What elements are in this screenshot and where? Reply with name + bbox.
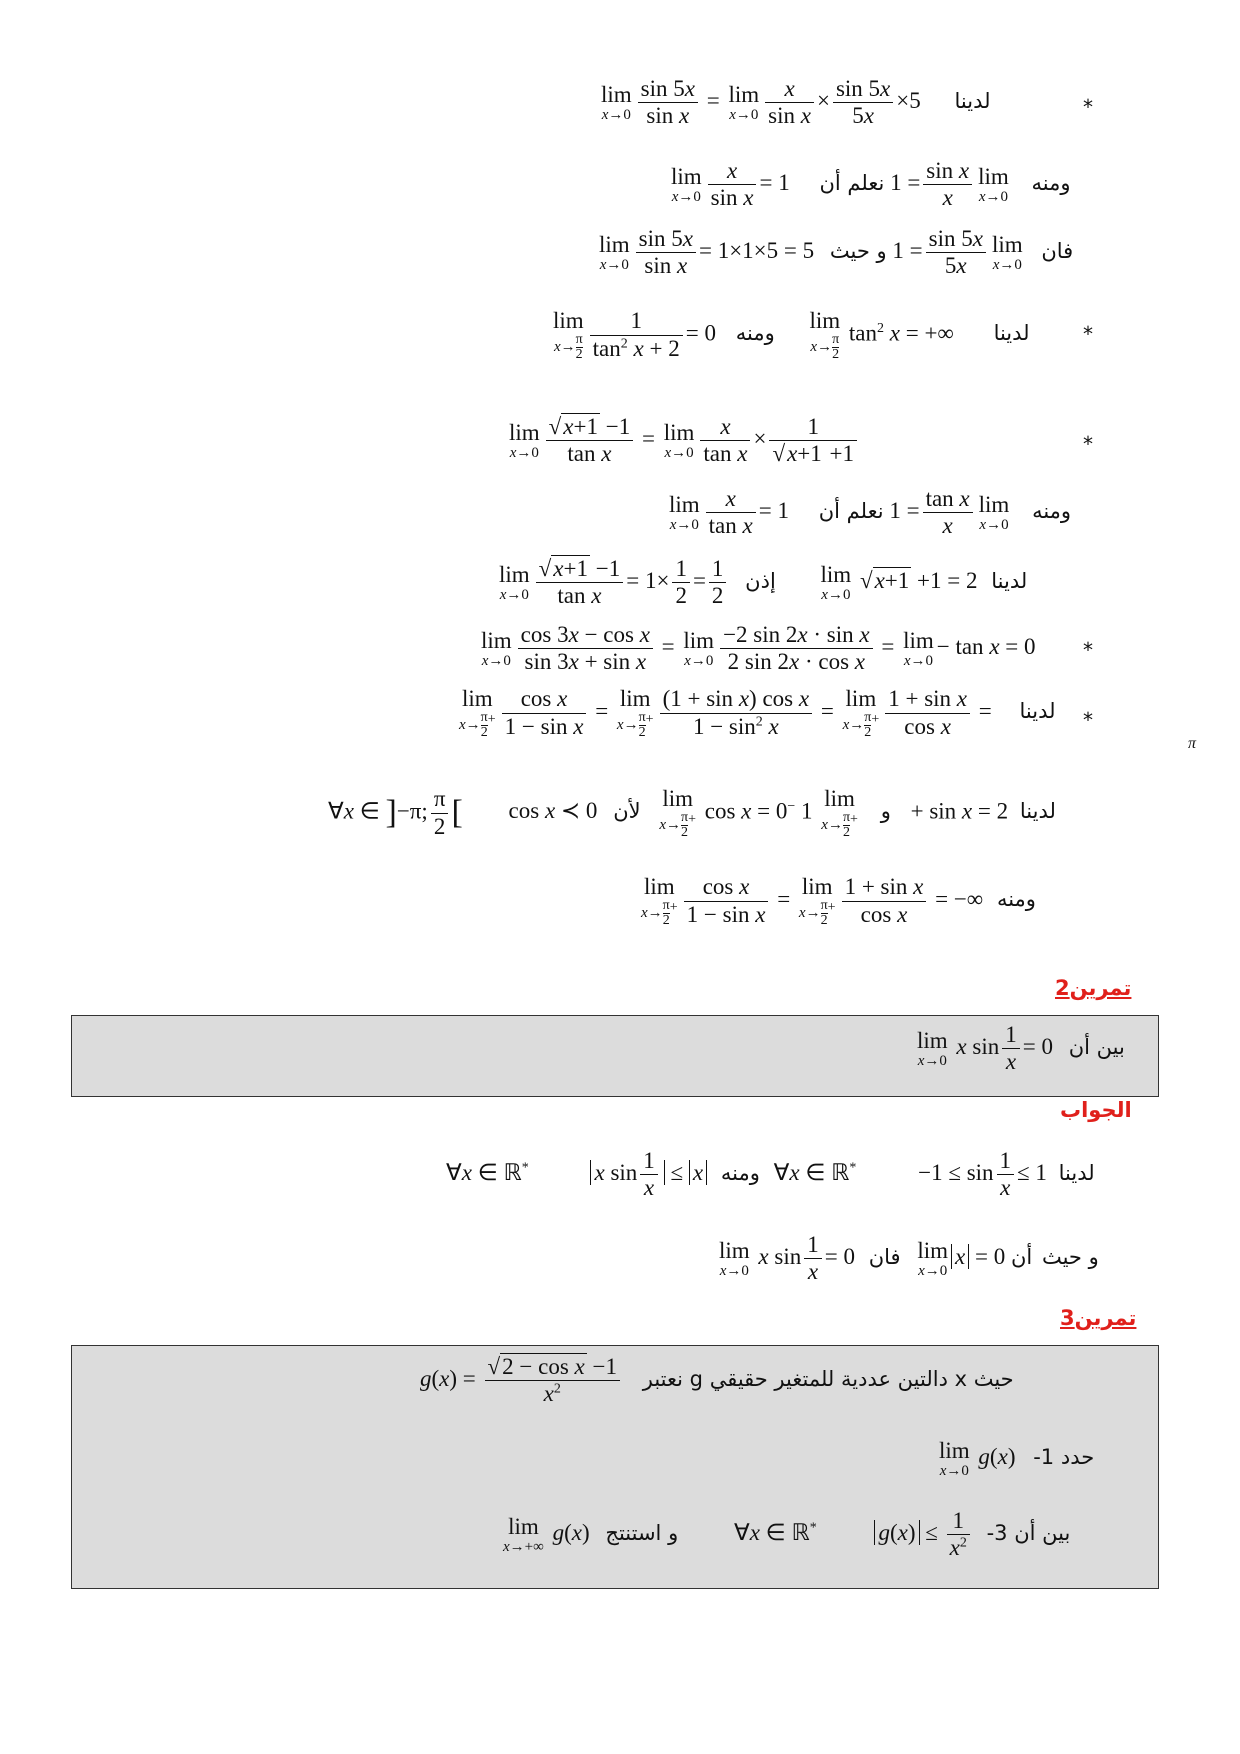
ladayna-label: لدينا [1019, 799, 1056, 824]
wa-haythu-label: و حيث [1041, 1245, 1099, 1270]
fa-inna-label: فان [1041, 239, 1074, 264]
equation-line: lim x→0 $\frac{\sin 5x}{\text{sin x}}$ = 1×1×5 = 5 فان lim x→0 $\frac{\sin 5x}{5x}$ = 1 و حيث [599, 226, 1074, 279]
ladayna-label: لدينا [993, 321, 1030, 346]
ladayna-label: لدينا [991, 569, 1028, 594]
exercise3-heading: تمرين3 [1060, 1306, 1137, 1330]
ladayna-label: لدينا [954, 89, 991, 114]
equation-line: lim x→0 $\frac{√x+1 -1}{\text{tan x}}$ = lim x→0 $\frac{x}{\text{tan x}}$ × $\frac{1}{√x+1 +1}$ [506, 414, 860, 468]
exercise2-heading: تمرين2 [1055, 976, 1132, 1000]
equation-line: lim x→0 $\frac{\text{cos 3x − cos x}}{\text{sin 3x + sin x}}$ = lim x→0 $\frac{\text{−2 sin 2x · sin x}}{\text{2 sin 2x · cos x}}$ = lim x→0 − tan x = 0 [481, 622, 1036, 675]
wa-minhu-label: ومنه [735, 321, 775, 346]
exercise3-box [71, 1345, 1159, 1589]
exercise2-statement: lim x→0 x sin $\frac{1}{x}$ = 0 بين أن [917, 1022, 1125, 1075]
q1-label: -1 حدد [1033, 1445, 1095, 1470]
equation-line: ∀x ∈ ]−π; $\frac{\pi}{2}$ [ cos x ≺ 0 لأن lim x→ $\frac{\pi}{2}$ + cos x = 0− و lim x→ $\frac{\pi}{2}$ + 1 + sin x = 2 لدينا [328, 786, 1056, 841]
exercise3-definition: g(x) = $\frac{\text{√2 − cos x −1}}{x^2}$ نعتبر g دالتين عددية للمتغير حقيقي x حيث [420, 1354, 1014, 1407]
answer-heading: الجواب [1060, 1098, 1132, 1122]
equation-line: lim x→0 $\frac{x}{\text{tan x}}$ = 1 ومنه lim x→0 $\frac{\text{tan x}}{x}$ = 1 نعلم أن [669, 486, 1072, 539]
bullet-star: * [1083, 432, 1093, 456]
an-label: أن [1010, 1245, 1033, 1270]
equation-line: lim x→0 $\frac{√x+1 -1}{\text{tan x}}$ = 1× $\frac{1}{2}$ = $\frac{1}{2}$ إذن lim x→0 √x+1 +1 = 2 لدينا [499, 556, 1028, 609]
exercise3-q3: lim x→+∞ g(x) و استنتج ∀x ∈ ℝ* g(x) ≤ $\frac{1}{x^2}$ -3 بين أن [503, 1508, 1071, 1561]
wa-haythu-label: و حيث [829, 239, 887, 264]
equation-line: lim x→0 $\frac{\sin 5x}{\text{sin x}}$ = lim x→0 $\frac{x}{\text{sin x}}$ × $\frac{\sin 5x}{5x}$ ×5 لدينا [601, 76, 991, 129]
wa-minhu-label: ومنه [1032, 499, 1072, 524]
equation-line: lim x→ $\frac{\pi}{2}$ + $\frac{\text{cos x}}{\text{1 − sin x}}$ = lim x→ $\frac{\pi}{2}$ + $\frac{\text{(1 + sin x) cos x}}{1 - \sin^2 x}$ = lim x→ $\frac{\pi}{2}$ + $\frac{\text{1 + sin x}}{\text{cos x}}$ = لدينا [459, 686, 1056, 741]
idhan-label: إذن [745, 569, 776, 594]
equation-line: ∀x ∈ ℝ* x sin $\frac{1}{x}$ ≤ x ومنه ∀x ∈ ℝ* −1 ≤ sin $\frac{1}{x}$ ≤ 1 لدينا [446, 1148, 1095, 1201]
intro-text: نعتبر g دالتين عددية للمتغير حقيقي x حيث [642, 1367, 1014, 1392]
naalam-label: نعلم أن [818, 499, 884, 524]
q3-label: -3 بين أن [986, 1521, 1071, 1546]
wa-minhu-label: ومنه [720, 1161, 760, 1186]
equation-line: lim x→0 $\frac{x}{\text{sin x}}$ = 1 ومنه lim x→0 $\frac{\text{sin x}}{x}$ = 1 نعلم أن [671, 158, 1071, 211]
wa-label: و [880, 799, 891, 824]
naalam-label: نعلم أن [819, 171, 885, 196]
exercise2-box [71, 1015, 1159, 1097]
fa-inna-label: فان [868, 1245, 901, 1270]
li-anna-label: لأن [613, 799, 641, 824]
bullet-star: * [1083, 708, 1093, 732]
wa-minhu-label: ومنه [1031, 171, 1071, 196]
equation-line: lim x→ $\frac{\pi}{2}$ + $\frac{\text{cos x}}{\text{1 − sin x}}$ = lim x→ $\frac{\pi}{2}$ + $\frac{\text{1 + sin x}}{\text{cos x}}$ = −∞ ومنه [641, 874, 1036, 929]
ladayna-label: لدينا [1019, 699, 1056, 724]
wa-minhu-label: ومنه [996, 887, 1036, 912]
bullet-star: * [1083, 638, 1093, 662]
deduce-label: و استنتج [605, 1521, 679, 1546]
equation-line: lim x→0 x sin $\frac{1}{x}$ = 0 فان lim x→0 x = 0 و حيث أن [719, 1232, 1099, 1285]
bullet-star: * [1083, 322, 1093, 346]
equation-line: lim x→ $\frac{\pi}{2}$ $\frac{1}{\tan^2 x + 2}$ = 0 ومنه lim x→ $\frac{\pi}{2}$ $\tan^2 x$ = +∞ لدينا [553, 308, 1030, 363]
ladayna-label: لدينا [1058, 1161, 1095, 1186]
bayyin-label: بين أن [1068, 1035, 1125, 1060]
bullet-star: * [1083, 95, 1093, 119]
stray-pi: π [1188, 735, 1197, 752]
exercise3-q1: lim x→0 g(x) -1 حدد [939, 1438, 1095, 1480]
